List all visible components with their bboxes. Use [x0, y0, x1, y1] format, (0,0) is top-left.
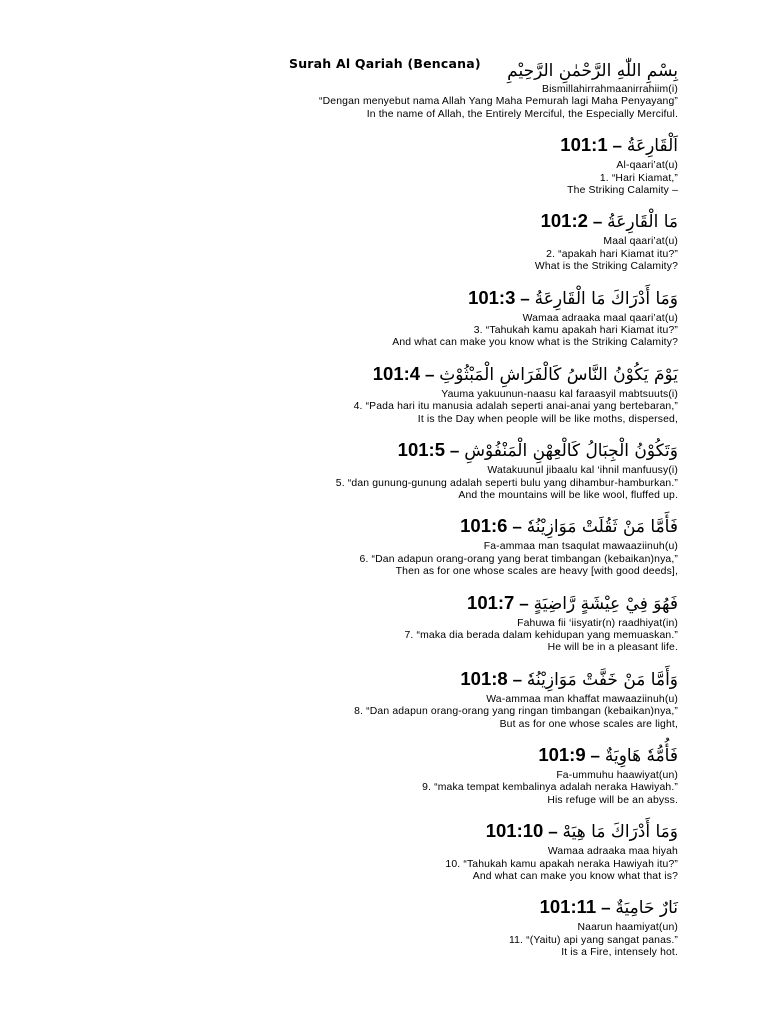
basmala-transliteration: Bismillahirrahmaanirrahiim(i): [542, 84, 678, 95]
verse-heading: [160, 360, 678, 389]
verse-arabic: مَا الْقَارِعَةُ: [607, 212, 678, 233]
verse-arabic: وَأَمَّا مَنْ خَفَّتْ مَوَازِيْنُهٗ: [526, 669, 678, 690]
verse-indonesian: 6. “Dan adapun orang-orang yang berat timbangan (kebaikan)nya,”: [359, 553, 678, 565]
verse-separator: –: [512, 669, 523, 689]
verse-english: It is the Day when people will be like moths, dispersed,: [417, 413, 678, 425]
verse-reference: 101:6: [460, 515, 508, 537]
verse-transliteration: Fa-ammaa man tsaqulat mawaaziinuh(u): [483, 541, 678, 553]
verse-block: [160, 207, 678, 273]
verse-block: [160, 817, 678, 883]
verse-english: And the mountains will be like wool, fluffed up.: [458, 489, 678, 501]
verse-arabic: نَارٌ حَامِيَةٌ: [615, 898, 678, 919]
verse-separator: –: [512, 517, 522, 537]
verse-heading: [160, 741, 678, 770]
verse-separator: –: [424, 364, 435, 384]
verse-arabic: فَهُوَ فِيْ عِيْشَةٍ رَّاضِيَةٍ: [533, 593, 678, 614]
verse-block: [160, 741, 678, 807]
verse-transliteration: Fa-ummuhu haawiyat(un): [556, 769, 678, 781]
verse-heading: [160, 436, 678, 465]
verse-indonesian: 4. “Pada hari itu manusia adalah seperti anai-anai yang bertebaran,”: [353, 401, 678, 413]
verse-transliteration: Wamaa adraaka maa hiyah: [547, 846, 678, 858]
document-title: Surah Al Qariah (Bencana): [289, 56, 481, 71]
verse-arabic: وَمَا أَدْرَاكَ مَا هِيَهْ: [562, 822, 678, 843]
verse-heading: [160, 512, 678, 541]
verse-arabic: فَأُمُّهٗ هَاوِيَةٌ: [604, 745, 678, 766]
verse-reference: 101:3: [468, 286, 516, 308]
verse-reference: 101:10: [485, 820, 544, 842]
verse-english: And what can make you know what is the Striking Calamity?: [392, 337, 678, 349]
verse-transliteration: Al-qaari’at(u): [616, 160, 678, 172]
verse-separator: –: [520, 288, 530, 308]
verse-reference: 101:8: [460, 667, 508, 689]
verse-reference: 101:11: [539, 896, 597, 918]
verse-heading: [160, 131, 678, 160]
verse-arabic: وَتَكُوْنُ الْجِبَالُ كَالْعِهْنِ الْمَنْفُوْشِ: [464, 441, 678, 462]
verse-arabic: اَلْقَارِعَةُ: [626, 136, 678, 157]
verse-transliteration: Naarun haamiyat(un): [577, 922, 678, 934]
basmala-block: [160, 58, 678, 121]
verse-indonesian: 3. “Tahukah kamu apakah hari Kiamat itu?”: [473, 325, 678, 337]
verse-block: [160, 131, 678, 197]
verse-indonesian: 11. “(Yaitu) api yang sangat panas.”: [508, 934, 678, 946]
verse-english: He will be in a pleasant life.: [547, 642, 678, 654]
basmala-english: In the name of Allah, the Entirely Merciful, the Especially Merciful.: [366, 108, 678, 120]
verse-english: It is a Fire, intensely hot.: [561, 947, 678, 959]
verse-indonesian: 5. “dan gunung-gunung adalah seperti bulu yang dihambur-hamburkan.”: [335, 477, 678, 489]
verse-indonesian: 8. “Dan adapun orang-orang yang ringan timbangan (kebaikan)nya,”: [354, 706, 678, 718]
verse-english: Then as for one whose scales are heavy [with good deeds],: [395, 566, 678, 578]
verse-block: [160, 360, 678, 426]
verse-transliteration: Wamaa adraaka maal qaari’at(u): [522, 312, 678, 324]
verse-english: The Striking Calamity –: [567, 185, 678, 197]
verse-separator: –: [592, 212, 603, 232]
verse-reference: 101:2: [540, 210, 588, 232]
verse-heading: [160, 589, 678, 618]
verse-block: [160, 893, 678, 959]
verse-reference: 101:4: [372, 362, 421, 384]
verse-english: His refuge will be an abyss.: [547, 794, 678, 806]
surah-content: [160, 52, 678, 960]
verse-indonesian: 2. “apakah hari Kiamat itu?”: [546, 248, 678, 260]
verse-reference: 101:7: [467, 591, 515, 613]
verse-separator: –: [590, 745, 600, 765]
verse-english: What is the Striking Calamity?: [534, 261, 678, 273]
verse-heading: [160, 817, 678, 846]
verse-separator: –: [519, 593, 529, 613]
verse-separator: –: [449, 441, 460, 461]
basmala-arabic: بِسْمِ اللّٰهِ الرَّحْمٰنِ الرَّحِيْمِ: [507, 61, 678, 81]
verse-english: And what can make you know what that is?: [472, 871, 678, 882]
verse-heading: [160, 284, 678, 313]
verse-reference: 101:1: [560, 134, 608, 156]
verse-transliteration: Yauma yakuunun-naasu kal faraasyil mabtsuuts(i): [441, 388, 678, 400]
verse-transliteration: Maal qaari’at(u): [603, 236, 678, 248]
verse-indonesian: 1. “Hari Kiamat,”: [599, 172, 678, 184]
verse-arabic: يَوْمَ يَكُوْنُ النَّاسُ كَالْفَرَاشِ الْمَبْثُوْثِ: [439, 364, 678, 385]
verse-heading: [160, 893, 678, 922]
verse-block: [160, 665, 678, 731]
verse-heading: [160, 207, 678, 236]
verse-indonesian: 9. “maka tempat kembalinya adalah neraka Hawiyah.”: [422, 782, 678, 794]
verse-english: But as for one whose scales are light,: [499, 718, 678, 730]
verse-separator: –: [601, 898, 611, 918]
verse-arabic: وَمَا أَدْرَاكَ مَا الْقَارِعَةُ: [534, 288, 678, 309]
verse-list: [160, 131, 678, 959]
verse-block: [160, 589, 678, 655]
verse-reference: 101:5: [397, 439, 445, 461]
verse-transliteration: Fahuwa fii ‘iisyatir(n) raadhiyat(in): [517, 617, 678, 629]
basmala-indonesian: “Dengan menyebut nama Allah Yang Maha Pemurah lagi Maha Penyayang”: [319, 96, 678, 108]
verse-separator: –: [548, 822, 558, 842]
verse-separator: –: [612, 136, 622, 156]
verse-heading: [160, 665, 678, 694]
verse-block: [160, 512, 678, 578]
verse-indonesian: 10. “Tahukah kamu apakah neraka Hawiyah itu?”: [445, 858, 678, 870]
verse-arabic: فَأَمَّا مَنْ ثَقُلَتْ مَوَازِيْنُهٗ: [526, 517, 678, 538]
verse-block: [160, 436, 678, 502]
verse-transliteration: Watakuunul jibaalu kal ‘ihnil manfuusy(i): [487, 465, 678, 477]
verse-block: [160, 284, 678, 350]
verse-reference: 101:9: [538, 743, 586, 765]
verse-transliteration: Wa-ammaa man khaffat mawaaziinuh(u): [486, 693, 678, 705]
verse-indonesian: 7. “maka dia berada dalam kehidupan yang memuaskan.”: [404, 629, 678, 641]
